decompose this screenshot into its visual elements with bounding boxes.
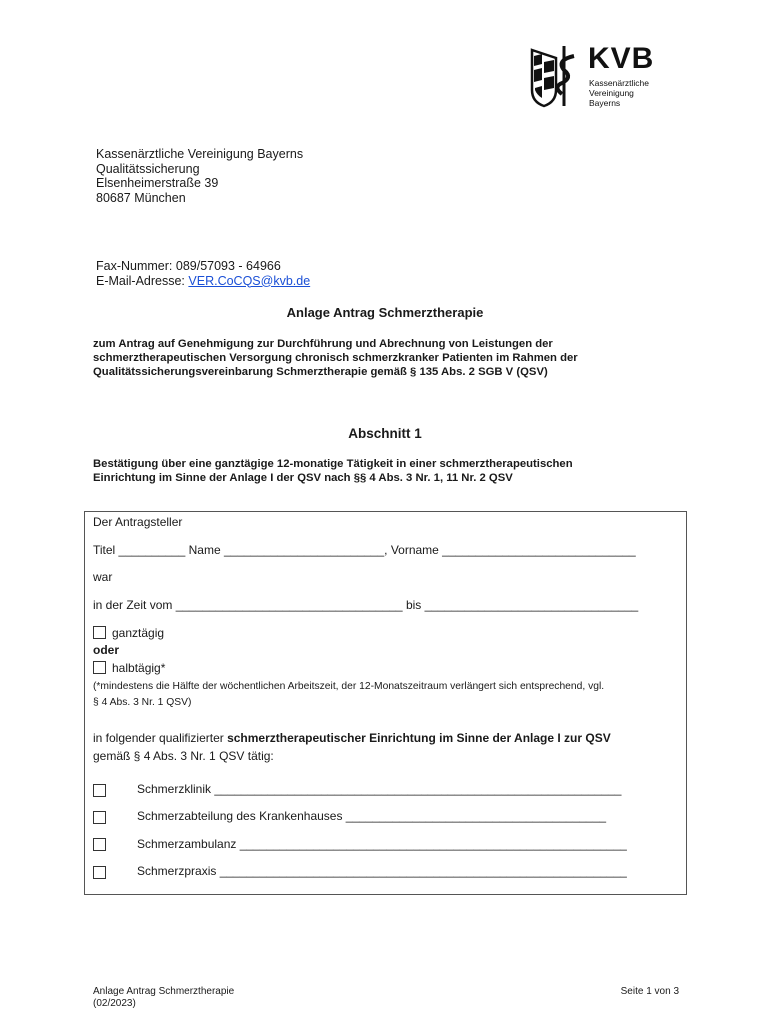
logo-line-1: Kassenärztliche <box>589 78 650 88</box>
logo-line-3: Bayerns <box>589 98 621 108</box>
confirmation-heading <box>93 457 573 485</box>
qualified-prefix: in folgender qualifizierter <box>93 731 228 745</box>
halftime-checkbox[interactable] <box>93 661 106 674</box>
period-line[interactable]: in der Zeit vom __________________________________ bis ________________________________ <box>93 598 639 612</box>
page-number: Seite 1 von 3 <box>620 986 679 997</box>
footer-version: (02/2023) <box>93 997 136 1009</box>
applicant-label: Der Antragsteller <box>93 515 183 529</box>
logo-subtitle <box>589 78 649 108</box>
schmerzabteilung-label[interactable]: Schmerzabteilung des Krankenhauses _______________________________________ <box>137 809 607 823</box>
schmerzklinik-label[interactable]: Schmerzklinik _____________________________________________________________ <box>137 782 622 796</box>
intro-line-3: Qualitätssicherungsvereinbarung Schmerztherapie gemäß § 135 Abs. 2 SGB V (QSV) <box>93 366 548 378</box>
schmerzklinik-checkbox[interactable] <box>93 784 106 797</box>
fulltime-checkbox[interactable] <box>93 626 106 639</box>
recipient-address <box>96 147 303 205</box>
halftime-option[interactable] <box>93 661 165 675</box>
confirmation-line-2: Einrichtung im Sinne der Anlage I der QSV nach §§ 4 Abs. 3 Nr. 1, 11 Nr. 2 QSV <box>93 472 513 484</box>
fulltime-label: ganztägig <box>112 626 165 640</box>
email-link[interactable]: VER.CoCQS@kvb.de <box>188 273 311 288</box>
or-label: oder <box>93 643 120 657</box>
address-line-4: 80687 München <box>96 190 186 205</box>
footer-doc-name: Anlage Antrag Schmerztherapie <box>93 986 235 997</box>
schmerzabteilung-checkbox[interactable] <box>93 811 106 824</box>
form-box <box>84 511 687 895</box>
email-label: E-Mail-Adresse: <box>96 273 189 288</box>
address-line-2: Qualitätssicherung <box>96 161 200 176</box>
document-title: Anlage Antrag Schmerztherapie <box>286 305 484 320</box>
qualified-line-2: gemäß § 4 Abs. 3 Nr. 1 QSV tätig: <box>93 749 274 763</box>
note-line-2: § 4 Abs. 3 Nr. 1 QSV) <box>93 697 192 708</box>
name-line[interactable]: Titel __________ Name ________________________, Vorname _____________________________ <box>93 543 636 557</box>
intro-line-1: zum Antrag auf Genehmigung zur Durchführung und Abrechnung von Leistungen der <box>93 338 553 350</box>
email-line <box>96 274 310 289</box>
address-line-3: Elsenheimerstraße 39 <box>96 176 219 190</box>
logo-line-2: Vereinigung <box>589 88 634 98</box>
fulltime-option[interactable] <box>93 626 164 640</box>
kvb-emblem-icon <box>530 44 582 108</box>
halftime-label: halbtägig* <box>112 661 166 675</box>
confirmation-line-1: Bestätigung über eine ganztägige 12-monatige Tätigkeit in einer schmerztherapeutischen <box>93 458 573 470</box>
intro-line-2: schmerztherapeutischen Versorgung chronisch schmerzkranker Patienten im Rahmen der <box>93 352 578 364</box>
schmerzpraxis-label[interactable]: Schmerzpraxis _____________________________________________________________ <box>137 864 627 878</box>
contact-block <box>96 259 310 288</box>
fax-number: Fax-Nummer: 089/57093 - 64966 <box>96 259 281 273</box>
schmerzambulanz-checkbox[interactable] <box>93 838 106 851</box>
note-line-1: (*mindestens die Hälfte der wöchentlichen Arbeitszeit, der 12-Monatszeitraum verlängert sich entsprechend, vgl. <box>93 681 605 692</box>
section-heading: Abschnitt 1 <box>348 426 422 441</box>
intro-text <box>93 337 693 379</box>
schmerzpraxis-checkbox[interactable] <box>93 866 106 879</box>
address-line-1: Kassenärztliche Vereinigung Bayerns <box>96 147 304 161</box>
logo-brand: KVB <box>588 42 655 75</box>
war-label: war <box>93 570 113 584</box>
qualified-bold: schmerztherapeutischer Einrichtung im Sinne der Anlage I zur QSV <box>227 731 611 745</box>
kvb-logo <box>530 44 670 110</box>
qualified-line-1 <box>93 731 611 745</box>
schmerzambulanz-label[interactable]: Schmerzambulanz __________________________________________________________ <box>137 837 627 851</box>
footer-left <box>93 986 234 1009</box>
